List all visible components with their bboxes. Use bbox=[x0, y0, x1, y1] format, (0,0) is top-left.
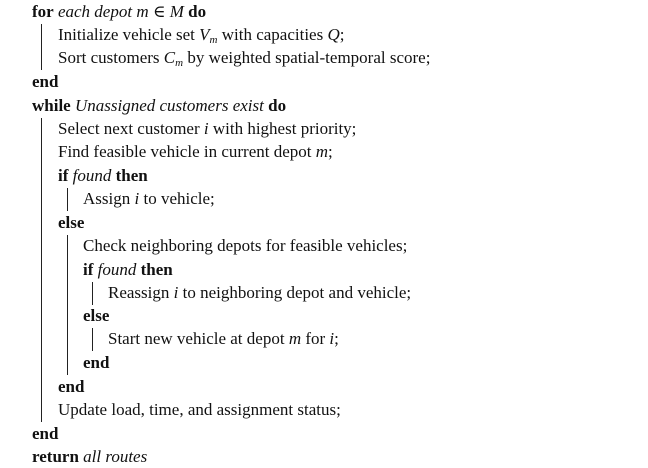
check-line bbox=[83, 235, 407, 257]
return-expression: all routes bbox=[83, 447, 148, 466]
text: ; bbox=[334, 329, 339, 348]
inner-if-found-line bbox=[83, 259, 173, 281]
var-c: C bbox=[163, 48, 176, 67]
keyword-return: return bbox=[32, 447, 79, 466]
text: with capacities bbox=[217, 25, 328, 44]
keyword-do: do bbox=[188, 2, 207, 21]
initialize-line bbox=[58, 24, 345, 46]
text: to neighboring depot and vehicle; bbox=[178, 283, 412, 302]
start-vehicle-line bbox=[108, 328, 339, 350]
text: ; bbox=[339, 25, 345, 44]
else-line bbox=[58, 212, 84, 234]
find-line bbox=[58, 141, 333, 163]
text: ; bbox=[328, 142, 333, 161]
reassign-line bbox=[108, 282, 411, 304]
inner-else-line bbox=[83, 305, 109, 327]
var-i: i bbox=[134, 189, 140, 208]
text: Select next customer bbox=[58, 119, 204, 138]
keyword-if: if bbox=[83, 260, 94, 279]
end-if-line bbox=[58, 376, 84, 398]
var-i: i bbox=[173, 283, 179, 302]
keyword-if: if bbox=[58, 166, 69, 185]
end-while-line bbox=[32, 423, 58, 445]
text: Find feasible vehicle in current depot bbox=[58, 142, 316, 161]
sort-line bbox=[58, 47, 430, 69]
text: for bbox=[301, 329, 330, 348]
var-i: i bbox=[329, 329, 335, 348]
inner-if-condition: found bbox=[97, 260, 137, 279]
keyword-end: end bbox=[32, 424, 59, 443]
keyword-then: then bbox=[140, 260, 173, 279]
var-m: m bbox=[288, 329, 302, 348]
keyword-end: end bbox=[58, 377, 85, 396]
for-line bbox=[32, 1, 206, 23]
text: Check neighboring depots for feasible vehicles; bbox=[83, 236, 408, 255]
text: Reassign bbox=[108, 283, 174, 302]
keyword-do: do bbox=[268, 96, 287, 115]
else-block-bar bbox=[67, 235, 68, 375]
assign-line bbox=[83, 188, 215, 210]
while-line bbox=[32, 95, 286, 117]
var-m: m bbox=[315, 142, 329, 161]
inner-else-block-bar bbox=[92, 328, 93, 351]
keyword-for: for bbox=[32, 2, 54, 21]
subscript-m: m bbox=[209, 34, 218, 46]
var-q: Q bbox=[327, 25, 340, 44]
text: Start new vehicle at depot bbox=[108, 329, 289, 348]
keyword-end: end bbox=[83, 353, 110, 372]
keyword-while: while bbox=[32, 96, 71, 115]
for-condition: each depot m ∈ M bbox=[57, 2, 184, 21]
select-line bbox=[58, 118, 356, 140]
text: to vehicle; bbox=[139, 189, 215, 208]
var-i: i bbox=[203, 119, 209, 138]
while-block-bar bbox=[41, 118, 42, 422]
for-block-bar bbox=[41, 24, 42, 70]
end-for-line bbox=[32, 71, 58, 93]
subscript-m: m bbox=[175, 57, 184, 69]
if-block-bar bbox=[67, 188, 68, 211]
inner-end-line bbox=[83, 352, 109, 374]
inner-if-block-bar bbox=[92, 282, 93, 305]
text: Sort customers bbox=[58, 48, 164, 67]
text: by weighted spatial-temporal score; bbox=[183, 48, 431, 67]
var-v: V bbox=[199, 25, 210, 44]
keyword-else: else bbox=[83, 306, 110, 325]
keyword-else: else bbox=[58, 213, 85, 232]
text: Initialize vehicle set bbox=[58, 25, 200, 44]
if-condition: found bbox=[72, 166, 112, 185]
keyword-then: then bbox=[115, 166, 148, 185]
keyword-end: end bbox=[32, 72, 59, 91]
update-line bbox=[58, 399, 341, 421]
text: Assign bbox=[83, 189, 135, 208]
if-found-line bbox=[58, 165, 148, 187]
text: with highest priority; bbox=[208, 119, 357, 138]
while-condition: Unassigned customers exist bbox=[74, 96, 264, 115]
text: Update load, time, and assignment status; bbox=[58, 400, 341, 419]
